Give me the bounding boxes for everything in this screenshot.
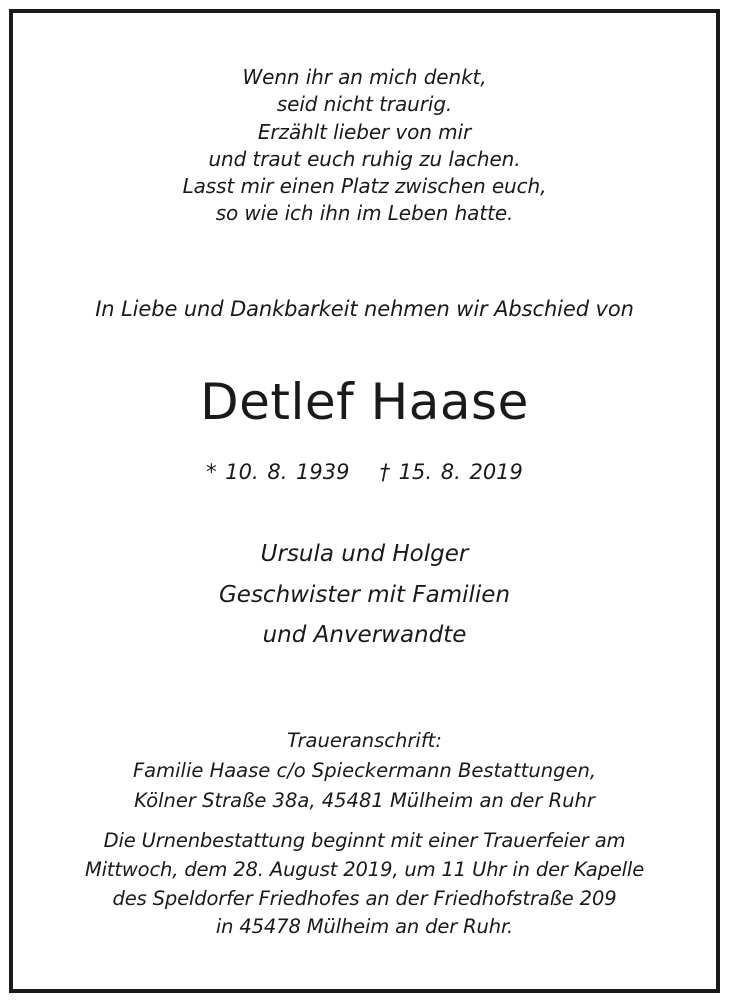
poem-line: Erzählt lieber von mir	[257, 119, 472, 144]
funeral-notice	[0, 827, 729, 942]
mourner-line: Geschwister mit Familien	[218, 581, 511, 608]
funeral-line: Die Urnenbestattung beginnt mit einer Trauerfeier am	[103, 829, 626, 852]
address-line: Traueranschrift:	[287, 729, 442, 752]
funeral-line: des Speldorfer Friedhofes an der Friedhofstraße 209	[112, 886, 617, 910]
poem-line: seid nicht traurig.	[276, 92, 453, 117]
mourning-address	[0, 726, 729, 816]
funeral-line: Mittwoch, dem 28. August 2019, um 11 Uhr in der Kapelle	[84, 857, 645, 881]
address-line: Kölner Straße 38a, 45481 Mülheim an der Ruhr	[134, 789, 595, 812]
mourner-line: Ursula und Holger	[260, 541, 469, 567]
poem	[0, 64, 729, 228]
address-line: Familie Haase c/o Spieckermann Bestattungen,	[132, 759, 597, 782]
poem-line: Wenn ihr an mich denkt,	[242, 65, 487, 89]
farewell-intro: In Liebe und Dankbarkeit nehmen wir Abschied von	[95, 297, 634, 321]
poem-line: so wie ich ihn im Leben hatte.	[215, 201, 514, 226]
life-dates	[0, 457, 729, 487]
poem-line: Lasst mir einen Platz zwischen euch,	[182, 174, 547, 199]
poem-line: und traut euch ruhig zu lachen.	[208, 146, 521, 171]
mourners	[0, 534, 729, 656]
mourner-line: und Anverwandte	[262, 622, 467, 648]
deceased-name: Detlef Haase	[200, 373, 529, 431]
funeral-line: in 45478 Mülheim an der Ruhr.	[215, 915, 514, 939]
death-date: † 15. 8. 2019	[379, 460, 523, 484]
birth-date: * 10. 8. 1939	[206, 460, 350, 484]
